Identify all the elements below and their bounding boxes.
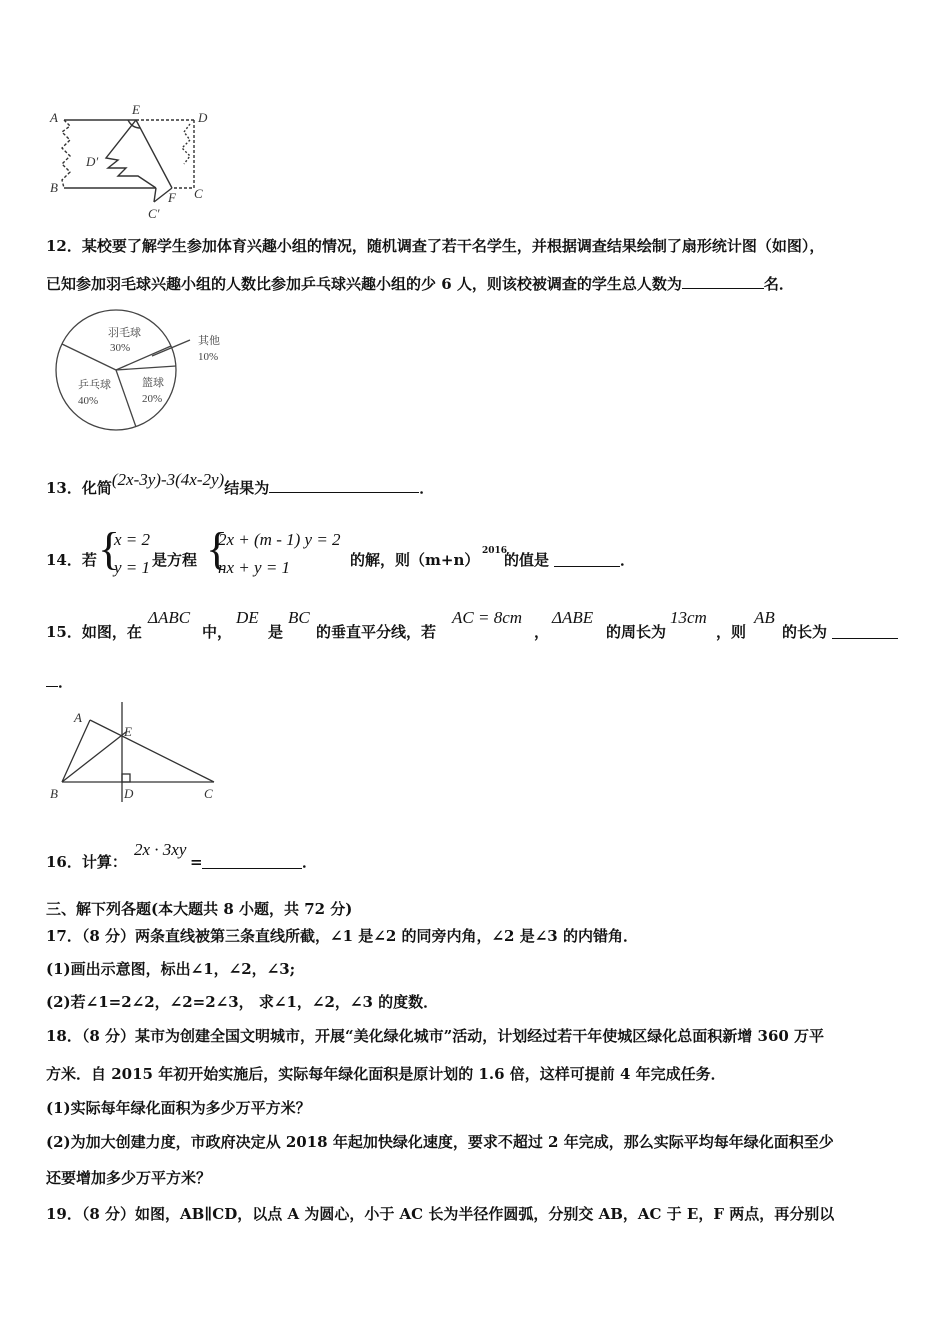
answer-blank-16[interactable] bbox=[202, 852, 302, 869]
system-2-eq-2: nx + y = 1 bbox=[218, 558, 291, 577]
question-16: 16．计算： 2x · 3xy = ． bbox=[46, 840, 318, 871]
question-18-line-1: 18．（8 分）某市为创建全国文明城市，开展“美化绿化城市”活动，计划经过若干年使城区绿化总面积新增 360 万平 bbox=[46, 1027, 825, 1045]
pie-label-pingpong: 乒乓球 bbox=[78, 379, 111, 391]
question-17-line-2: (1)画出示意图，标出∠1，∠2，∠3; bbox=[46, 960, 296, 978]
label-e: E bbox=[124, 724, 132, 739]
question-19-line-1: 19．（8 分）如图，AB∥CD，以点 A 为圆心，小于 AC 长为半径作圆弧，分别交 AB，AC 于 E，F 两点，再分别以 bbox=[46, 1205, 835, 1223]
question-18-line-3: (1)实际每年绿化面积为多少万平方米？ bbox=[46, 1099, 311, 1117]
label-d: D bbox=[198, 110, 208, 125]
question-12-line-1: 12．某校要了解学生参加体育兴趣小组的情况，随机调查了若干名学生，并根据调查结果绘制了扇形统计图（如图）， bbox=[46, 237, 825, 255]
pie-pct-basketball: 20% bbox=[142, 393, 163, 405]
system-1-eq-1: x = 2 bbox=[114, 530, 151, 549]
pie-label-other: 其他 bbox=[198, 335, 220, 347]
fold-rectangle-figure bbox=[44, 98, 224, 223]
question-17-line-3: (2)若∠1=2∠2，∠2=2∠3， 求∠1，∠2，∠3 的度数． bbox=[46, 993, 439, 1011]
label-a: A bbox=[74, 710, 82, 725]
system-2-eq-1: 2x + (m - 1) y = 2 bbox=[218, 530, 341, 549]
label-e: E bbox=[132, 102, 140, 117]
answer-blank-13[interactable] bbox=[269, 476, 419, 493]
answer-blank-15-part-2[interactable] bbox=[46, 670, 58, 687]
label-b: B bbox=[50, 180, 58, 195]
label-c: C bbox=[194, 186, 203, 201]
label-c: C bbox=[204, 786, 213, 801]
pie-chart-figure bbox=[52, 306, 232, 436]
expression-13: (2x-3y)-3(4x-2y) bbox=[111, 470, 225, 489]
question-14: 14．若 { x = 2 y = 1 是方程 { 2x + (m - 1) y = 2 nx + y = 1 的解，则（m+n） 2016 的值是 ． bbox=[46, 528, 906, 580]
triangle-bisector-figure bbox=[44, 700, 234, 806]
pie-pct-pingpong: 40% bbox=[78, 395, 99, 407]
answer-blank-15-part-1[interactable] bbox=[832, 622, 898, 639]
pie-pct-other: 10% bbox=[198, 351, 219, 363]
question-18-line-5: 还要增加多少万平方米？ bbox=[46, 1169, 212, 1187]
pie-label-basketball: 篮球 bbox=[142, 377, 164, 389]
label-f: F bbox=[168, 190, 176, 205]
label-b: B bbox=[50, 786, 58, 801]
answer-blank-14[interactable] bbox=[554, 550, 620, 567]
expression-16: 2x · 3xy bbox=[134, 840, 187, 859]
system-1-eq-2: y = 1 bbox=[114, 558, 151, 577]
question-18-line-4: (2)为加大创建力度，市政府决定从 2018 年起加快绿化速度，要求不超过 2 年完成，那么实际平均每年绿化面积至少 bbox=[46, 1133, 834, 1151]
question-13: 13．化简(2x-3y)-3(4x-2y)结果为 ． bbox=[46, 470, 435, 497]
question-12-line-2: 已知参加羽毛球兴趣小组的人数比参加乒乓球兴趣小组的少 6 人，则该校被调查的学生总人数为 名． bbox=[46, 272, 906, 296]
pie-pct-badminton: 30% bbox=[110, 342, 131, 354]
question-17-line-1: 17．（8 分）两条直线被第三条直线所截，∠1 是∠2 的同旁内角，∠2 是∠3 的内错角． bbox=[46, 927, 638, 945]
answer-blank-12[interactable] bbox=[682, 272, 764, 289]
label-c-prime: C′ bbox=[148, 206, 160, 221]
label-a: A bbox=[50, 110, 58, 125]
label-d-prime: D′ bbox=[86, 154, 99, 169]
question-15-tail: ． bbox=[46, 670, 906, 694]
label-d: D bbox=[124, 786, 134, 801]
question-18-line-2: 方米．自 2015 年初开始实施后，实际每年绿化面积是原计划的 1.6 倍，这样可提前 4 年完成任务． bbox=[46, 1065, 726, 1083]
pie-label-badminton: 羽毛球 bbox=[108, 327, 141, 339]
section-three-title: 三、解下列各题(本大题共 8 小题，共 72 分) bbox=[46, 900, 353, 918]
question-15: 15．如图，在 ΔABC 中， DE 是 BC 的垂直平分线，若 AC = 8cm ， ΔABE 的周长为 13cm ，则 AB 的长为 bbox=[46, 606, 906, 642]
